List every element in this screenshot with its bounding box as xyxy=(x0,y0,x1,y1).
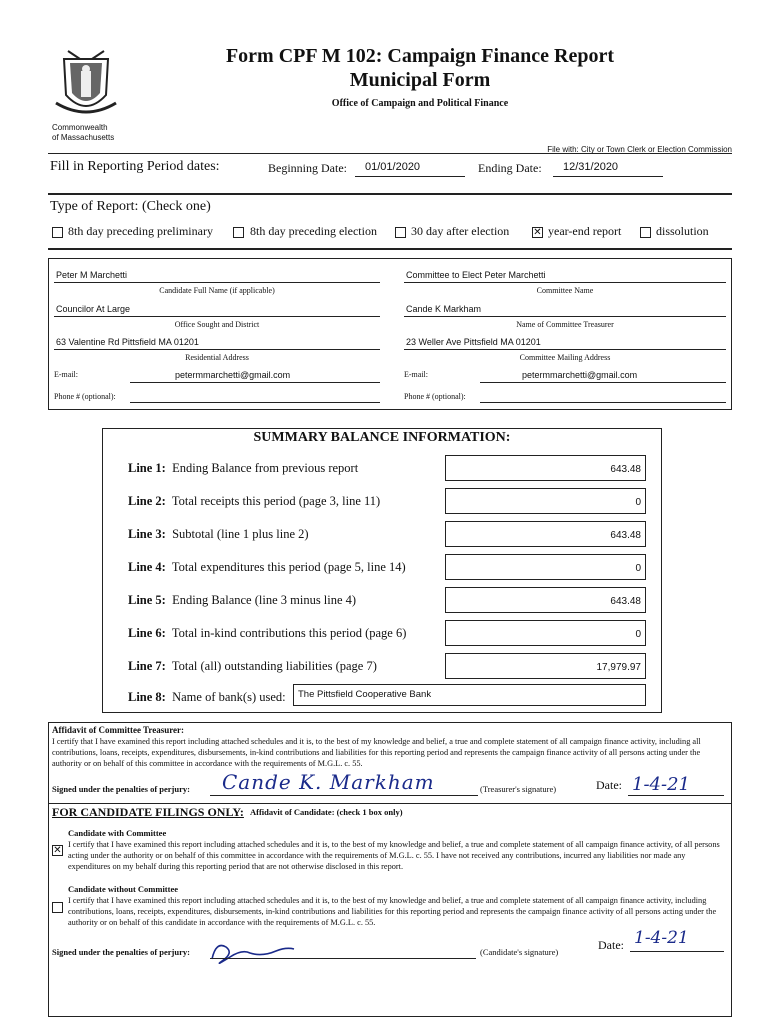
line-4-desc: Total expenditures this period (page 5, line 14) xyxy=(171,560,406,574)
beginning-date-value[interactable]: 01/01/2020 xyxy=(365,161,421,173)
seal-icon xyxy=(50,45,122,121)
ending-date-value[interactable]: 12/31/2020 xyxy=(563,161,619,173)
option-dissolution: dissolution xyxy=(656,224,709,238)
line-4-value[interactable]: 0 xyxy=(445,554,646,580)
option-year-end: year-end report xyxy=(548,224,622,238)
treasurer-sig-caption: (Treasurer's signature) xyxy=(480,784,557,794)
option-8th-preliminary: 8th day preceding preliminary xyxy=(68,224,213,238)
with-committee-text: I certify that I have examined this report including attached schedules and it is, to the best of my knowledge and belief, a true and complete statement of all campaign finance activity, of all persons acting under the authority or on behalf of this committee in accordance with the requirements of M.G.L. c. 55. I have not received any contributions, incurred any liabilities nor made any expenditures on my behalf during this reporting period that are not otherwise disclosed in this report. xyxy=(68,840,720,871)
title-line2: Municipal Form xyxy=(349,69,491,91)
line-7-value[interactable]: 17,979.97 xyxy=(445,653,646,679)
candidate-signature[interactable] xyxy=(206,935,296,969)
checkbox-8th-election[interactable] xyxy=(233,227,244,238)
ending-date-label: Ending Date: xyxy=(478,161,542,175)
treasurer-signature-line xyxy=(210,795,478,796)
line-1-desc: Ending Balance from previous report xyxy=(172,461,359,475)
info-section xyxy=(48,258,732,410)
candidate-email-label: E-mail: xyxy=(54,370,78,379)
summary-line-3 xyxy=(128,527,309,542)
committee-treasurer-line xyxy=(404,316,726,317)
line-3-desc: Subtotal (line 1 plus line 2) xyxy=(172,527,309,541)
candidate-email[interactable]: petermmarchetti@gmail.com xyxy=(175,370,291,380)
form-title xyxy=(140,44,700,92)
checkbox-year-end[interactable]: ✕ xyxy=(533,227,542,238)
candidate-date-value[interactable]: 1-4-21 xyxy=(634,928,689,948)
beginning-date-underline xyxy=(355,176,465,177)
committee-name[interactable]: Committee to Elect Peter Marchetti xyxy=(406,270,546,280)
line-2-value[interactable]: 0 xyxy=(445,488,646,514)
candidate-filings-subtitle: Affidavit of Candidate: (check 1 box only) xyxy=(250,807,403,817)
header-divider xyxy=(48,153,732,154)
committee-email[interactable]: petermmarchetti@gmail.com xyxy=(522,370,638,380)
summary-line-7 xyxy=(128,659,377,674)
line-5-num: Line 5: xyxy=(128,593,166,607)
report-type-label: Type of Report: (Check one) xyxy=(50,199,211,214)
file-with-note: File with: City or Town Clerk or Election Commission xyxy=(547,145,732,154)
line-1-value[interactable]: 643.48 xyxy=(445,455,646,481)
line-8-num: Line 8: xyxy=(128,690,166,704)
committee-email-label: E-mail: xyxy=(404,370,428,379)
line-1-num: Line 1: xyxy=(128,461,166,475)
committee-name-line xyxy=(404,282,726,283)
without-committee-title: Candidate without Committee xyxy=(68,884,179,894)
affidavit-divider xyxy=(48,803,732,804)
candidate-signature-line xyxy=(210,958,476,959)
treasurer-affidavit-text: I certify that I have examined this report including attached schedules and it is, to the best of my knowledge and belief, a true and complete statement of all campaign finance activity, including all contributions, loans, receipts, expenditures, disbursements, in-kind contributions and liabilities for this reporting period and represents the campaign finance activity of all persons acting under the authority or on behalf of this committee in accordance with the requirements of M.G.L. c. 55. xyxy=(52,737,701,768)
checkbox-30-day[interactable] xyxy=(395,227,406,238)
candidate-signature-mark xyxy=(206,935,296,969)
seal-label xyxy=(52,123,114,143)
reporting-period-label: Fill in Reporting Period dates: xyxy=(50,159,220,174)
treasurer-date-line xyxy=(628,795,724,796)
candidate-phone-line xyxy=(130,402,380,403)
line-4-num: Line 4: xyxy=(128,560,166,574)
type-divider xyxy=(48,248,732,250)
committee-address[interactable]: 23 Weller Ave Pittsfield MA 01201 xyxy=(406,337,541,347)
candidate-address-line xyxy=(54,349,380,350)
candidate-address[interactable]: 63 Valentine Rd Pittsfield MA 01201 xyxy=(56,337,199,347)
without-committee-text: I certify that I have examined this report including attached schedules and it is, to the best of my knowledge and belief, a true and complete statement of all campaign finance activity, including contributions, loans, receipts, expenditures, disbursements, in-kind contributions and liabilities for this reporting period and represents the campaign finance activity of all persons acting under the authority or on behalf of this candidate in accordance with the requirements of M.G.L. c. 55. xyxy=(68,896,717,927)
line-2-num: Line 2: xyxy=(128,494,166,508)
beginning-date-label: Beginning Date: xyxy=(268,161,347,175)
ending-date-underline xyxy=(553,176,663,177)
summary-line-2 xyxy=(128,494,380,509)
title-line1: Form CPF M 102: Campaign Finance Report xyxy=(225,45,615,67)
candidate-signed-label: Signed under the penalties of perjury: xyxy=(52,947,190,957)
period-divider xyxy=(48,193,732,195)
candidate-address-caption: Residential Address xyxy=(185,353,249,362)
summary-line-4 xyxy=(128,560,406,575)
committee-address-caption: Committee Mailing Address xyxy=(519,353,611,362)
committee-treasurer[interactable]: Cande K Markham xyxy=(406,304,482,314)
line-6-num: Line 6: xyxy=(128,626,166,640)
line-5-value[interactable]: 643.48 xyxy=(445,587,646,613)
checkbox-with-committee[interactable]: ✕ xyxy=(53,845,62,856)
candidate-office[interactable]: Councilor At Large xyxy=(56,304,131,314)
candidate-sig-caption: (Candidate's signature) xyxy=(480,947,559,957)
candidate-name-caption: Candidate Full Name (if applicable) xyxy=(159,286,275,295)
seal-label-line2: of Massachusetts xyxy=(52,133,115,142)
committee-name-caption: Committee Name xyxy=(536,286,594,295)
summary-title: SUMMARY BALANCE INFORMATION: xyxy=(253,430,511,445)
checkbox-without-committee[interactable] xyxy=(52,902,63,913)
candidate-email-line xyxy=(130,382,380,383)
candidate-name[interactable]: Peter M Marchetti xyxy=(56,270,128,280)
summary-line-1 xyxy=(128,461,358,476)
seal-label-line1: Commonwealth xyxy=(52,123,108,132)
option-30-day: 30 day after election xyxy=(411,224,510,238)
line-3-num: Line 3: xyxy=(128,527,166,541)
line-3-value[interactable]: 643.48 xyxy=(445,521,646,547)
line-2-desc: Total receipts this period (page 3, line 11) xyxy=(171,494,381,508)
line-6-desc: Total in-kind contributions this period (page 6) xyxy=(171,626,407,640)
candidate-phone-label: Phone # (optional): xyxy=(54,392,116,401)
treasurer-signature[interactable]: Cande K. Markham xyxy=(222,770,435,794)
committee-treasurer-caption: Name of Committee Treasurer xyxy=(516,320,614,329)
candidate-date-label: Date: xyxy=(598,938,624,952)
line-7-num: Line 7: xyxy=(128,659,166,673)
line-8-value[interactable]: The Pittsfield Cooperative Bank xyxy=(293,684,646,706)
checkbox-8th-preliminary[interactable] xyxy=(52,227,63,238)
line-8-desc: Name of bank(s) used: xyxy=(172,690,286,704)
treasurer-affidavit-title: Affidavit of Committee Treasurer: xyxy=(52,725,185,735)
form-subtitle: Office of Campaign and Political Finance xyxy=(331,98,509,109)
checkbox-dissolution[interactable] xyxy=(640,227,651,238)
summary-line-5 xyxy=(128,593,356,608)
line-5-desc: Ending Balance (line 3 minus line 4) xyxy=(172,593,357,607)
treasurer-date-label: Date: xyxy=(596,778,622,792)
committee-address-line xyxy=(404,349,726,350)
line-7-desc: Total (all) outstanding liabilities (page 7) xyxy=(171,659,377,673)
summary-line-6 xyxy=(128,626,406,641)
candidate-office-line xyxy=(54,316,380,317)
treasurer-date-value[interactable]: 1-4-21 xyxy=(632,774,690,795)
state-seal xyxy=(50,45,122,121)
candidate-name-line xyxy=(54,282,380,283)
candidate-date-line xyxy=(630,951,724,952)
committee-phone-label: Phone # (optional): xyxy=(404,392,466,401)
line-6-value[interactable]: 0 xyxy=(445,620,646,646)
candidate-office-caption: Office Sought and District xyxy=(174,320,260,329)
summary-line-8 xyxy=(128,690,286,705)
with-committee-title: Candidate with Committee xyxy=(68,828,167,838)
treasurer-signed-label: Signed under the penalties of perjury: xyxy=(52,784,190,794)
candidate-filings-title: FOR CANDIDATE FILINGS ONLY: xyxy=(52,805,244,819)
committee-email-line xyxy=(480,382,726,383)
option-8th-election: 8th day preceding election xyxy=(250,224,377,238)
committee-phone-line xyxy=(480,402,726,403)
